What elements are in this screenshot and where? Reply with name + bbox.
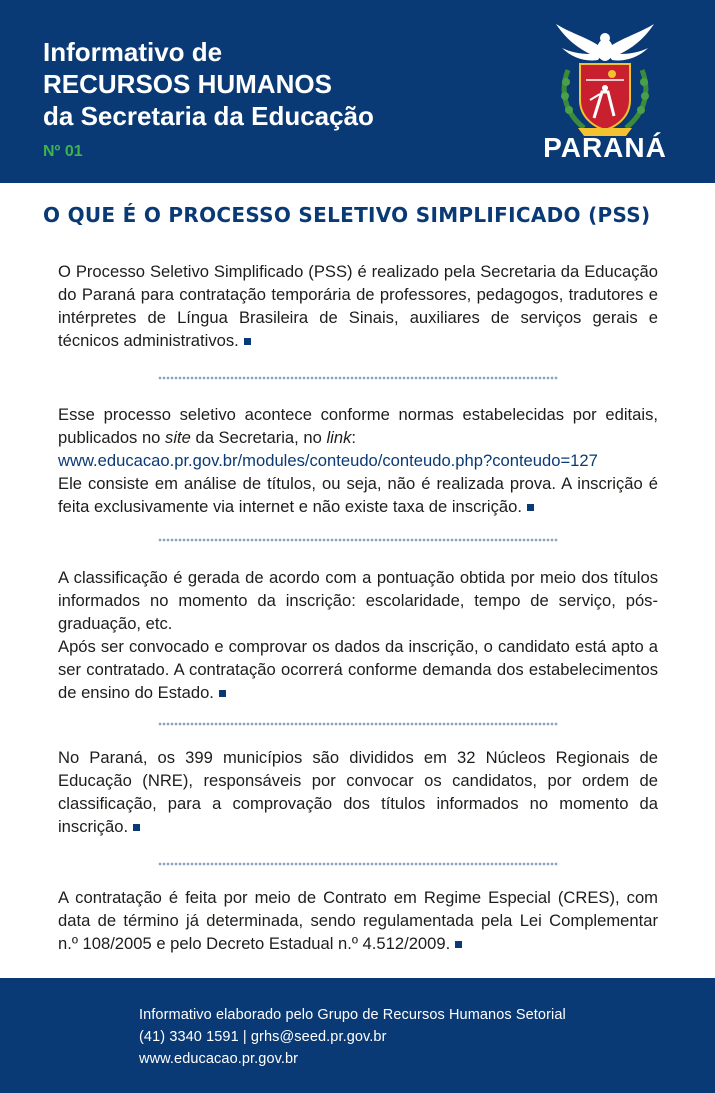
state-name-logo: PARANÁ — [543, 132, 667, 163]
end-square-icon — [455, 941, 462, 948]
dotted-divider — [158, 376, 558, 380]
footer-credit: Informativo elaborado pelo Grupo de Recursos Humanos Setorial — [139, 1007, 566, 1023]
pss-url-link[interactable]: www.educacao.pr.gov.br/modules/conteudo/conteudo.php?conteudo=127 — [58, 451, 598, 470]
header-banner — [0, 0, 715, 183]
dotted-divider — [158, 538, 558, 542]
paragraph-2-text-b: da Secretaria, no — [190, 428, 327, 447]
footer-contact — [139, 1004, 566, 1070]
end-square-icon — [244, 338, 251, 345]
end-square-icon — [133, 824, 140, 831]
title-line-1: Informativo de — [43, 37, 223, 67]
paragraph-5 — [58, 886, 658, 955]
paragraph-2-site-word: site — [165, 428, 191, 447]
end-square-icon — [527, 504, 534, 511]
paragraph-3-text-b: Após ser convocado e comprovar os dados da inscrição, o candidato está apto a ser contratado. A contratação ocorrerá conforme demanda dos estabelecimentos de ensino do Estado. — [58, 637, 658, 702]
publication-title — [43, 36, 374, 132]
paragraph-1 — [58, 260, 658, 352]
issue-number: Nº 01 — [43, 143, 83, 160]
paragraph-2-text-a: Esse processo seletivo acontece conforme normas estabelecidas por editais, publicados no — [58, 405, 658, 447]
paragraph-4-text: No Paraná, os 399 municípios são divididos em 32 Núcleos Regionais de Educação (NRE), responsáveis por convocar os candidatos, por ordem de classificação, para a comprovação dos títulos informados no momento da inscrição. — [58, 748, 658, 836]
paragraph-2-link-word: link — [326, 428, 352, 447]
footer-phone-email: (41) 3340 1591 | grhs@seed.pr.gov.br — [139, 1029, 387, 1045]
footer-banner — [0, 978, 715, 1093]
title-line-2: RECURSOS HUMANOS — [43, 69, 332, 99]
paragraph-2 — [58, 403, 658, 518]
paragraph-2-text-d: Ele consiste em análise de títulos, ou seja, não é realizada prova. A inscrição é feita exclusivamente via internet e não existe taxa de inscrição. — [58, 474, 658, 516]
footer-website: www.educacao.pr.gov.br — [139, 1051, 299, 1067]
end-square-icon — [219, 690, 226, 697]
dotted-divider — [158, 862, 558, 866]
paragraph-4 — [58, 746, 658, 838]
paragraph-3 — [58, 566, 658, 704]
paragraph-3-text-a: A classificação é gerada de acordo com a pontuação obtida por meio dos títulos informados no momento da inscrição: escolaridade, tempo de serviço, pós-graduação, etc. — [58, 568, 658, 633]
dotted-divider — [158, 722, 558, 726]
parana-coat-of-arms-icon — [550, 20, 660, 142]
paragraph-2-text-c: : — [351, 428, 356, 447]
paragraph-5-text: A contratação é feita por meio de Contrato em Regime Especial (CRES), com data de término já determinada, sendo regulamentada pela Lei Complementar n.º 108/2005 e pelo Decreto Estadual n.º 4.512/2009. — [58, 888, 658, 953]
section-title: O QUE É O PROCESSO SELETIVO SIMPLIFICADO (PSS) — [43, 203, 651, 227]
title-line-3: da Secretaria da Educação — [43, 101, 374, 131]
paragraph-1-text: O Processo Seletivo Simplificado (PSS) é realizado pela Secretaria da Educação do Paraná para contratação temporária de professores, pedagogos, tradutores e intérpretes de Língua Brasileira de Sinais, auxiliares de serviços gerais e técnicos administrativos. — [58, 262, 658, 350]
